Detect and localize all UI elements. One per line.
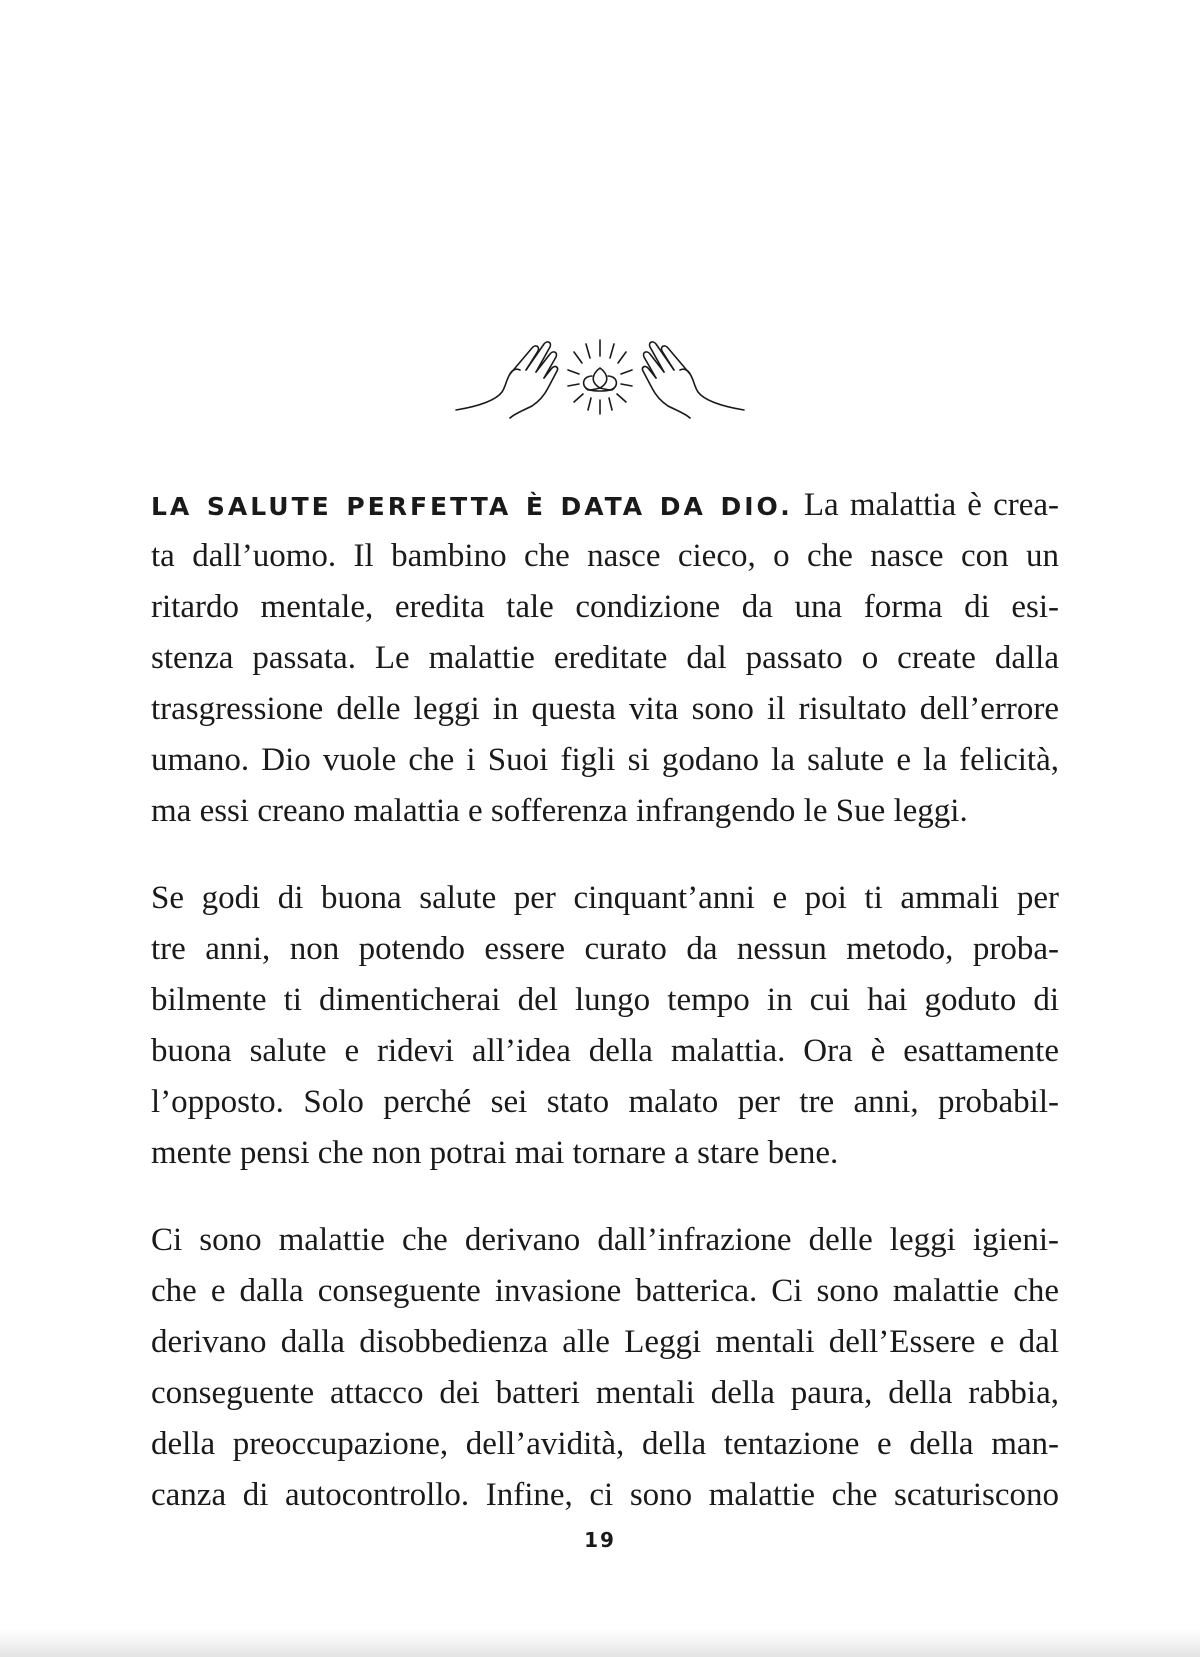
text-line: canza di autocontrollo. Infine, ci sono malattie che scaturiscono [151, 1477, 1059, 1513]
text-line: che e dalla conseguente invasione batterica. Ci sono malattie che [151, 1273, 1059, 1309]
page-number: 19 [584, 1528, 616, 1552]
text-line: ritardo mentale, eredita tale condizione da una forma di esi- [151, 589, 1059, 625]
text-line: buona salute e ridevi all’idea della malattia. Ora è esattamente [151, 1033, 1059, 1069]
text-line: ma essi creano malattia e sofferenza infrangendo le Sue leggi. [151, 793, 968, 829]
text-line: derivano dalla disobbedienza alle Leggi mentali dell’Essere e dal [151, 1324, 1059, 1360]
text-line: mente pensi che non potrai mai tornare a stare bene. [151, 1135, 839, 1171]
paragraph-2 [151, 873, 1059, 1179]
paragraph-1 [151, 480, 1059, 837]
text-line: umano. Dio vuole che i Suoi figli si godano la salute e la felicità, [151, 742, 1059, 778]
text-line: Se godi di buona salute per cinquant’anni e poi ti ammali per [151, 880, 1059, 916]
text-line: tre anni, non potendo essere curato da nessun metodo, proba- [151, 931, 1059, 967]
text-line: ta dall’uomo. Il bambino che nasce cieco, o che nasce con un [151, 538, 1059, 574]
text-line: trasgressione delle leggi in questa vita sono il risultato dell’errore [151, 691, 1059, 727]
text-line: stenza passata. Le malattie ereditate dal passato o create dalla [151, 640, 1059, 676]
paragraph-3 [151, 1215, 1059, 1521]
text-line: Ci sono malattie che derivano dall’infrazione delle leggi igieni- [151, 1222, 1059, 1258]
lead-heading: LA SALUTE PERFETTA È DATA DA DIO. [151, 492, 793, 521]
page-edge-shadow [0, 1629, 1200, 1657]
praying-hands-lotus-icon [440, 330, 760, 440]
text-line: l’opposto. Solo perché sei stato malato per tre anni, probabil- [151, 1084, 1059, 1120]
text-line: conseguente attacco dei batteri mentali della paura, della rabbia, [151, 1375, 1059, 1411]
text-span: La malattia è crea- [792, 487, 1059, 523]
text-line [151, 480, 1059, 531]
text-line: della preoccupazione, dell’avidità, della tentazione e della man- [151, 1426, 1059, 1462]
text-line: bilmente ti dimenticherai del lungo tempo in cui hai goduto di [151, 982, 1059, 1018]
body-text [151, 480, 1059, 1557]
